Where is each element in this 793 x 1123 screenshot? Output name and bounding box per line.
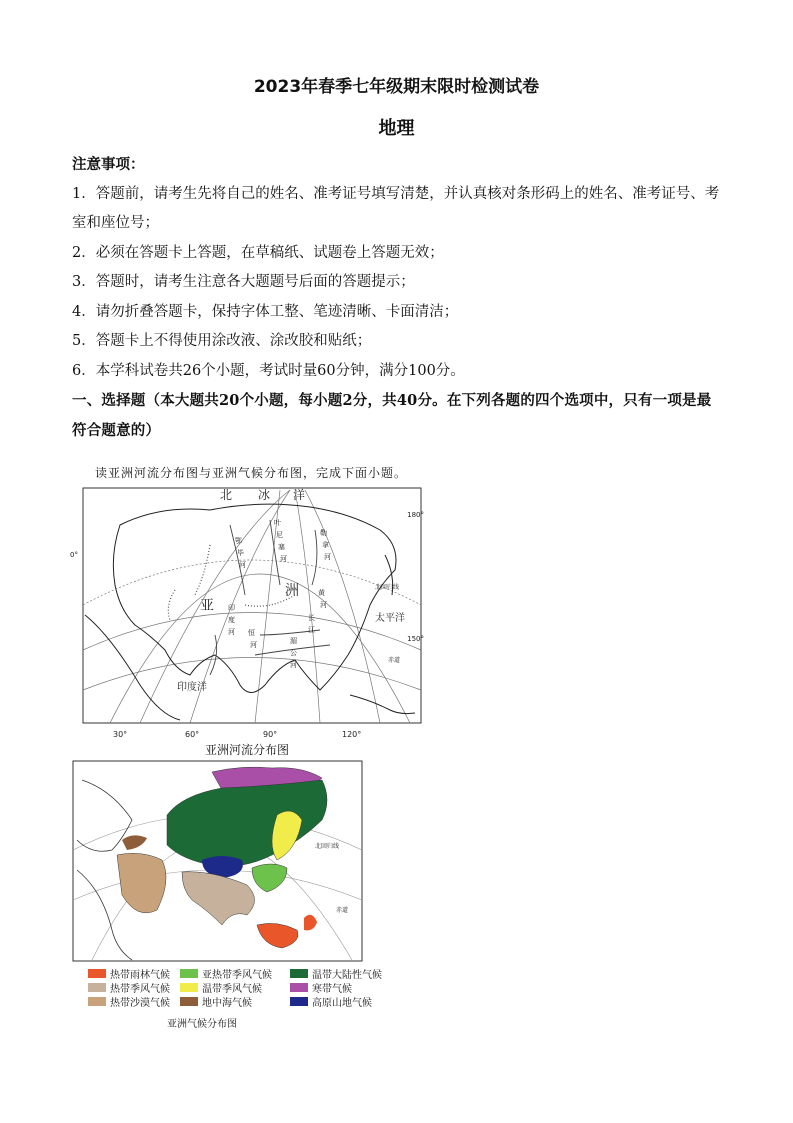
asia-river-map — [70, 485, 425, 740]
legend-swatch — [88, 969, 106, 978]
label-0: 0° — [70, 551, 78, 559]
river-char: 毕 — [237, 549, 244, 557]
label-ya: 亚 — [200, 598, 214, 614]
note-item: 3．答题时，请考生注意各大题题号后面的答题提示； — [72, 274, 415, 290]
note-item: 4．请勿折叠答题卡，保持字体工整、笔迹清晰、卡面清洁； — [72, 303, 459, 320]
river-char: 公 — [290, 649, 297, 657]
notes-heading: 注意事项： — [72, 156, 145, 173]
climate-tropic-label: 北回归线 — [315, 843, 340, 850]
note-item: 2．必须在答题卡上答题，在草稿纸、试题卷上答题无效； — [72, 244, 444, 261]
section-title: 一、选择题（本大题共20个小题，每小题2分，共40分。在下列各题的四个选项中，只有一项是最符合题意的） — [72, 392, 712, 439]
label-equator: 赤道 — [388, 657, 401, 664]
legend-item: 热带雨林气候 — [88, 966, 180, 981]
notes-section — [72, 150, 722, 445]
legend-swatch — [290, 983, 308, 992]
label-tropic: 北回归线 — [375, 584, 400, 591]
legend-item: 温带大陆性气候 — [290, 966, 400, 981]
river-char: 长 — [308, 614, 315, 622]
legend-item: 地中海气候 — [180, 994, 290, 1009]
legend-swatch — [290, 969, 308, 978]
legend-item: 亚热带季风气候 — [180, 966, 290, 981]
climate-map-caption: 亚洲气候分布图 — [167, 1019, 237, 1030]
river-map-caption: 亚洲河流分布图 — [205, 743, 290, 757]
tick-30: 30° — [113, 730, 128, 739]
climate-equator-label: 赤道 — [336, 907, 349, 914]
river-char: 恒 — [248, 629, 255, 637]
note-item: 6．本学科试卷共26个小题，考试时量60分钟，满分100分。 — [72, 362, 465, 379]
label-pacific: 太平洋 — [375, 613, 405, 624]
tick-90: 90° — [263, 730, 278, 739]
label-zhou: 洲 — [285, 583, 299, 599]
note-item: 1．答题前，请考生先将自己的姓名、准考证号填写清楚，并认真核对条形码上的姓名、准考证号、考室和座位号； — [72, 185, 720, 231]
label-bing: 冰 — [258, 488, 271, 502]
river-char: 河 — [250, 641, 257, 649]
river-char: 河 — [320, 601, 327, 609]
river-char: 江 — [308, 626, 315, 634]
subject-title: 地理 — [378, 118, 415, 139]
river-char: 尼 — [276, 531, 283, 539]
legend-item: 寒带气候 — [290, 980, 400, 995]
legend-swatch — [180, 997, 198, 1006]
river-char: 塞 — [278, 543, 285, 551]
river-char: 湄 — [290, 637, 297, 645]
label-yang: 洋 — [293, 488, 306, 502]
question-intro: 读亚洲河流分布图与亚洲气候分布图，完成下面小题。 — [95, 466, 408, 480]
river-char: 河 — [324, 553, 331, 561]
river-char: 河 — [280, 555, 287, 563]
label-north: 北 — [220, 488, 233, 502]
legend-item: 热带季风气候 — [88, 980, 180, 995]
tick-120: 120° — [342, 730, 362, 739]
river-char: 拿 — [322, 541, 329, 549]
exam-title: 2023年春季七年级期末限时检测试卷 — [253, 77, 540, 97]
river-char: 河 — [239, 561, 246, 569]
tick-60: 60° — [185, 730, 200, 739]
river-char: 勒 — [320, 529, 327, 537]
legend-swatch — [88, 983, 106, 992]
note-item: 5．答题卡上不得使用涂改液、涂改胶和贴纸； — [72, 333, 372, 349]
legend-item: 热带沙漠气候 — [88, 994, 180, 1009]
legend-swatch — [180, 983, 198, 992]
legend-item: 温带季风气候 — [180, 980, 290, 995]
river-char: 河 — [228, 628, 235, 636]
river-char: 黄 — [318, 589, 325, 597]
legend-swatch — [88, 997, 106, 1006]
legend-swatch — [180, 969, 198, 978]
river-char: 叶 — [274, 519, 281, 527]
river-char: 鄂 — [235, 537, 242, 545]
climate-legend — [88, 966, 400, 1008]
label-180: 180° — [407, 511, 424, 519]
asia-climate-map — [72, 760, 364, 963]
label-150: 150° — [407, 635, 424, 643]
legend-swatch — [290, 997, 308, 1006]
river-char: 河 — [290, 661, 297, 669]
legend-item: 高原山地气候 — [290, 994, 400, 1009]
river-char: 印 — [228, 604, 235, 612]
label-indian: 印度洋 — [177, 682, 207, 693]
river-char: 度 — [228, 616, 235, 624]
